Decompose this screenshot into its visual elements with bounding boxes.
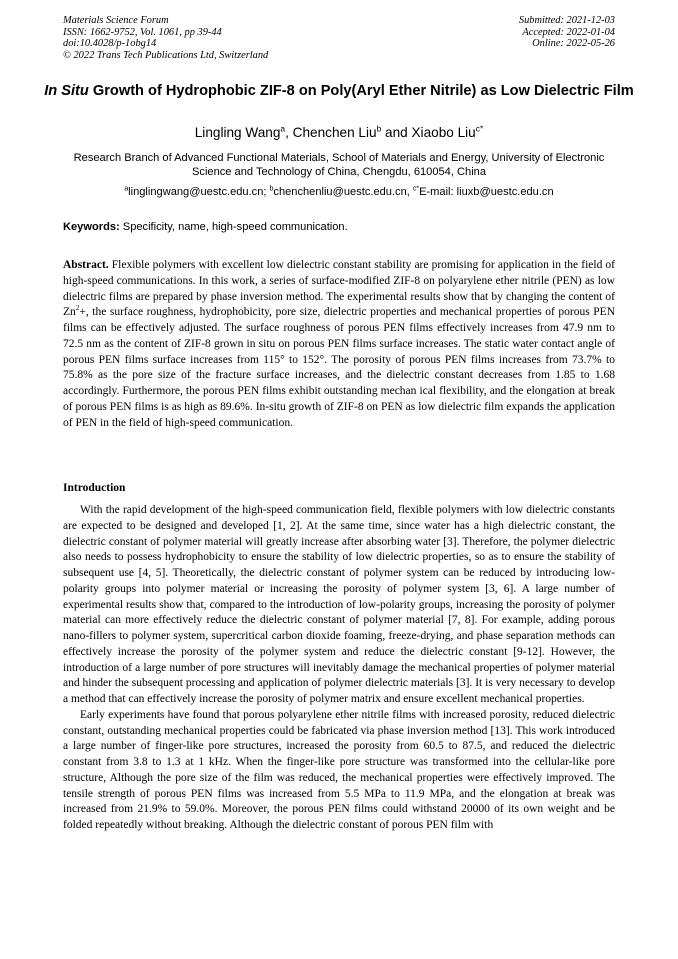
abstract-label: Abstract.: [63, 259, 109, 271]
title-italic: In Situ: [44, 83, 89, 99]
issn-line: ISSN: 1662-9752, Vol. 1061, pp 39-44: [63, 26, 222, 38]
email-link[interactable]: chenchenliu@uestc.edu.cn,: [273, 186, 413, 198]
author-list: [40, 124, 638, 141]
doi-line: doi:10.4028/p-1obg14: [63, 38, 157, 50]
author-separator: ,: [285, 125, 293, 140]
author-name: Lingling Wang: [194, 125, 281, 140]
paper-title: [40, 82, 638, 100]
email-mark: a: [124, 185, 129, 193]
accepted-date: Accepted: 2022-01-04: [522, 26, 615, 38]
email-link[interactable]: E-mail: liuxb@uestc.edu.cn: [419, 186, 554, 198]
keywords-text: Specificity, name, high-speed communication.: [119, 221, 348, 233]
abstract-text: Flexible polymers with excellent low dielectric constant stability are promising for application in the field of high-speed communications. In this work, a series of surface-modified ZIF-8 on polyarylene ether nitrile (PEN) as low dielectric films are prepared by phase inversion method. The experimental results show that by changing the content of Zn: [63, 259, 615, 319]
journal-name: Materials Science Forum: [63, 15, 169, 26]
email-mark: c*: [412, 185, 420, 193]
title-rest: Growth of Hydrophobic ZIF-8 on Poly(Aryl Ether Nitrile) as Low Dielectric Film: [88, 83, 634, 99]
email-mark: b: [269, 185, 274, 193]
keywords-label: Keywords:: [63, 221, 120, 233]
section-heading-introduction: Introduction: [63, 482, 126, 494]
paragraph: Early experiments have found that porous polyarylene ether nitrile films with increased porosity, reduced dielectric constant, outstanding mechanical properties could be fabricated via phase inversion method [13]. This work introduced a large number of finger-like pore structures, increased the porosity from 60.5 to 87.5, and reduced the dielectric constant from 3.8 to 1.3 at 1 kHz. When the finger-like pore structure was transformed into the cellular-like pore structure, Although the pore size of the film was reduced, the mechanical properties were effectively improved. The tensile strength of porous PEN films was increased from 5.5 MPa to 11.9 MPa, and the elongation at break was increased from 21.9% to 59.0%. Moreover, the porous PEN films could withstand 20000 of its own weight and be folded repeatedly without breaking. Although the dielectric constant of porous PEN film with: [63, 708, 615, 831]
abstract: [63, 258, 615, 431]
online-date: Online: 2022-05-26: [532, 38, 615, 50]
author-name: Chenchen Liu: [292, 125, 377, 140]
submitted-date: Submitted: 2021-12-03: [518, 15, 615, 26]
introduction-body: [63, 503, 615, 834]
keywords: [63, 220, 615, 234]
abstract-superscript: 2: [75, 304, 80, 313]
author-separator: and: [381, 125, 412, 140]
author-mark: c*: [475, 123, 484, 134]
abstract-text: +, the surface roughness, hydrophobicity, pore size, dielectric properties and mechanical properties of porous PEN films can be effectively adjusted. The surface roughness of porous PEN films effectively increases from 47.9 nm to 72.5 nm as the content of ZIF-8 grown in situ on porous PEN films surface increases. The static water contact angle of porous PEN films surface increases from 115° to 152°. The porosity of porous PEN films increases from 73.7% to 75.8% as the pore size of the fracture surface increases, and the dielectric constant decreases from 1.85 to 1.68 accordingly. Furthermore, the porous PEN films exhibit outstanding mechan ical flexibility, and the elongation at break of porous PEN films is as high as 89.6%. In-situ growth of ZIF-8 on PEN as low dielectric film expands the application of PEN in the field of high-speed communication.: [63, 306, 615, 429]
author-mark: a: [280, 123, 286, 134]
paragraph: With the rapid development of the high-speed communication field, flexible polymers with low dielectric constants are expected to be designed and developed [1, 2]. At the same time, since water has a high dielectric constant, the dielectric constant of polymer material will greatly increase after absorbing water [3]. Therefore, the polymer dielectric also needs to possess hydrophobicity to ensure the stability of low dielectric properties, so as to ensure the stability of subsequent use [4, 5]. Theoretically, the dielectric constant of polymer system can be reduced by introducing low-polarity groups into polymer material or increasing the porosity of polymer system [3, 6]. A large number of experimental results show that, compared to the introduction of low-polarity groups, increasing the porosity of polymer material can more effectively reduce the dielectric constant of polymer material [7, 8]. For example, adding porous nano-fillers to polymer system, supercritical carbon dioxide foaming, freeze-drying, and phase separation methods can effectively increase the porosity of the polymer system and reduce the dielectric constant [9-12]. However, the introduction of a large number of pore structures will inevitably damage the mechanical properties of polymer material and hinder the subsequent processing and application of polymer dielectric materials [3]. It is very necessary to develop a method that can effectively increase the porosity of polymer matrix and ensure excellent mechanical properties.: [63, 504, 615, 705]
submission-dates: [519, 15, 615, 50]
author-name: Xiaobo Liu: [411, 125, 476, 140]
author-mark: b: [376, 123, 382, 134]
copyright-line: © 2022 Trans Tech Publications Ltd, Switzerland: [63, 49, 269, 61]
journal-info: [63, 15, 268, 61]
email-link[interactable]: linglingwang@uestc.edu.cn;: [128, 186, 270, 198]
author-emails: [40, 185, 638, 199]
affiliation: Research Branch of Advanced Functional Materials, School of Materials and Energy, University of Electronic Science and Technology of China, Chengdu, 610054, China: [73, 152, 605, 179]
